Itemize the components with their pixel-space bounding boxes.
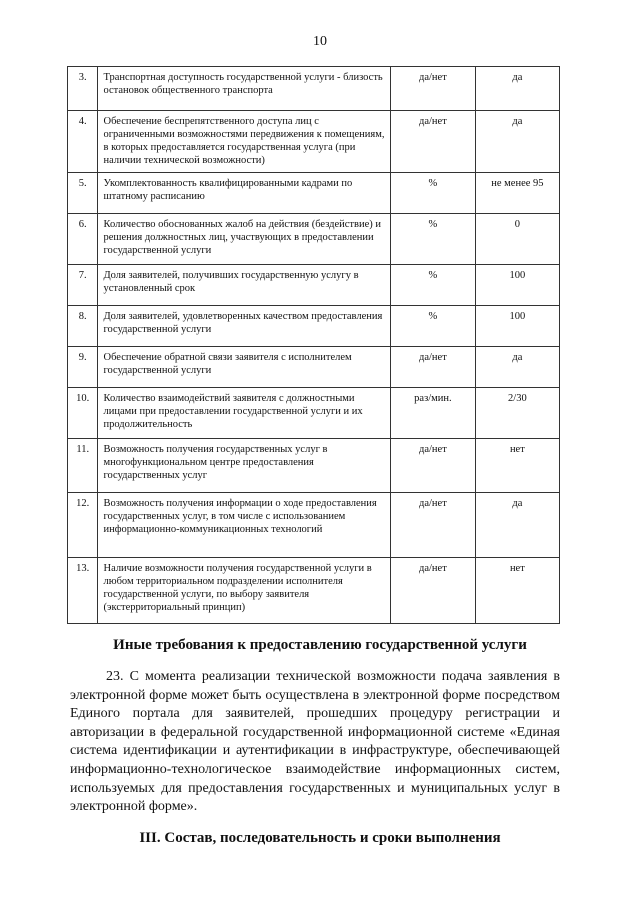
row-unit: да/нет (391, 67, 476, 111)
row-unit: да/нет (391, 111, 476, 173)
row-unit: % (391, 265, 476, 306)
table-row (68, 493, 560, 558)
page-number: 10 (313, 34, 327, 49)
table-row (68, 439, 560, 493)
row-number: 10. (68, 388, 98, 439)
row-description: Доля заявителей, удовлетворенных качеством предоставления государственной услуги (98, 306, 391, 347)
table-row (68, 214, 560, 265)
row-unit: да/нет (391, 347, 476, 388)
table-row (68, 347, 560, 388)
row-number: 7. (68, 265, 98, 306)
row-description: Количество взаимодействий заявителя с должностными лицами при предоставлении государственной услуги и их продолжительность (98, 388, 391, 439)
row-value: нет (475, 558, 559, 624)
row-value: 100 (475, 265, 559, 306)
row-value: не менее 95 (475, 173, 559, 214)
row-value: 0 (475, 214, 559, 265)
row-value: 100 (475, 306, 559, 347)
table-row (68, 388, 560, 439)
row-value: да (475, 111, 559, 173)
row-number: 9. (68, 347, 98, 388)
row-unit: да/нет (391, 493, 476, 558)
row-unit: % (391, 306, 476, 347)
row-value: 2/30 (475, 388, 559, 439)
row-value: да (475, 347, 559, 388)
table-row (68, 558, 560, 624)
row-description: Укомплектованность квалифицированными кадрами по штатному расписанию (98, 173, 391, 214)
row-unit: да/нет (391, 558, 476, 624)
row-description: Возможность получения государственных услуг в многофункциональном центре предоставления государственных услуг (98, 439, 391, 493)
section-title: Иные требования к предоставлению государственной услуги (113, 637, 527, 653)
row-description: Наличие возможности получения государственной услуги в любом территориальном подразделении исполнителя государственной услуги, по выбору заявителя (экстерриториальный принцип) (98, 558, 391, 624)
row-value: нет (475, 439, 559, 493)
table-row (68, 306, 560, 347)
row-value: да (475, 493, 559, 558)
row-unit: % (391, 214, 476, 265)
table-row (68, 265, 560, 306)
row-number: 3. (68, 67, 98, 111)
row-unit: % (391, 173, 476, 214)
section-3-title: III. Состав, последовательность и сроки выполнения (139, 830, 501, 846)
row-number: 12. (68, 493, 98, 558)
row-number: 4. (68, 111, 98, 173)
table-row (68, 111, 560, 173)
quality-criteria-table (67, 66, 560, 624)
row-number: 11. (68, 439, 98, 493)
paragraph-23: 23. С момента реализации технической возможности подача заявления в электронной форме может быть осуществлена в электронной форме посредством Единого портала для заявителей, прошедших процедуру регистрации и авторизации в федеральной государственной информационной системе «Единая система идентификации и аутентификации в инфраструктуре, обеспечивающей информационно-технологическое взаимодействие информационных систем, используемых для предоставления государственных и муниципальных услуг в электронной форме». (70, 669, 560, 815)
row-number: 5. (68, 173, 98, 214)
row-unit: да/нет (391, 439, 476, 493)
row-description: Транспортная доступность государственной услуги - близость остановок общественного транспорта (98, 67, 391, 111)
table-row (68, 67, 560, 111)
row-description: Количество обоснованных жалоб на действия (бездействие) и решения должностных лиц, участвующих в предоставлении государственной услуги (98, 214, 391, 265)
table-row (68, 173, 560, 214)
row-value: да (475, 67, 559, 111)
row-number: 8. (68, 306, 98, 347)
row-description: Обеспечение беспрепятственного доступа лиц с ограниченными возможностями передвижения к помещениям, в которых предоставляется государственная услуга (при наличии технической возможности) (98, 111, 391, 173)
row-description: Обеспечение обратной связи заявителя с исполнителем государственной услуги (98, 347, 391, 388)
row-number: 6. (68, 214, 98, 265)
row-description: Доля заявителей, получивших государственную услугу в установленный срок (98, 265, 391, 306)
row-number: 13. (68, 558, 98, 624)
row-description: Возможность получения информации о ходе предоставления государственных услуг, в том числе с использованием информационно-коммуникационных технологий (98, 493, 391, 558)
row-unit: раз/мин. (391, 388, 476, 439)
